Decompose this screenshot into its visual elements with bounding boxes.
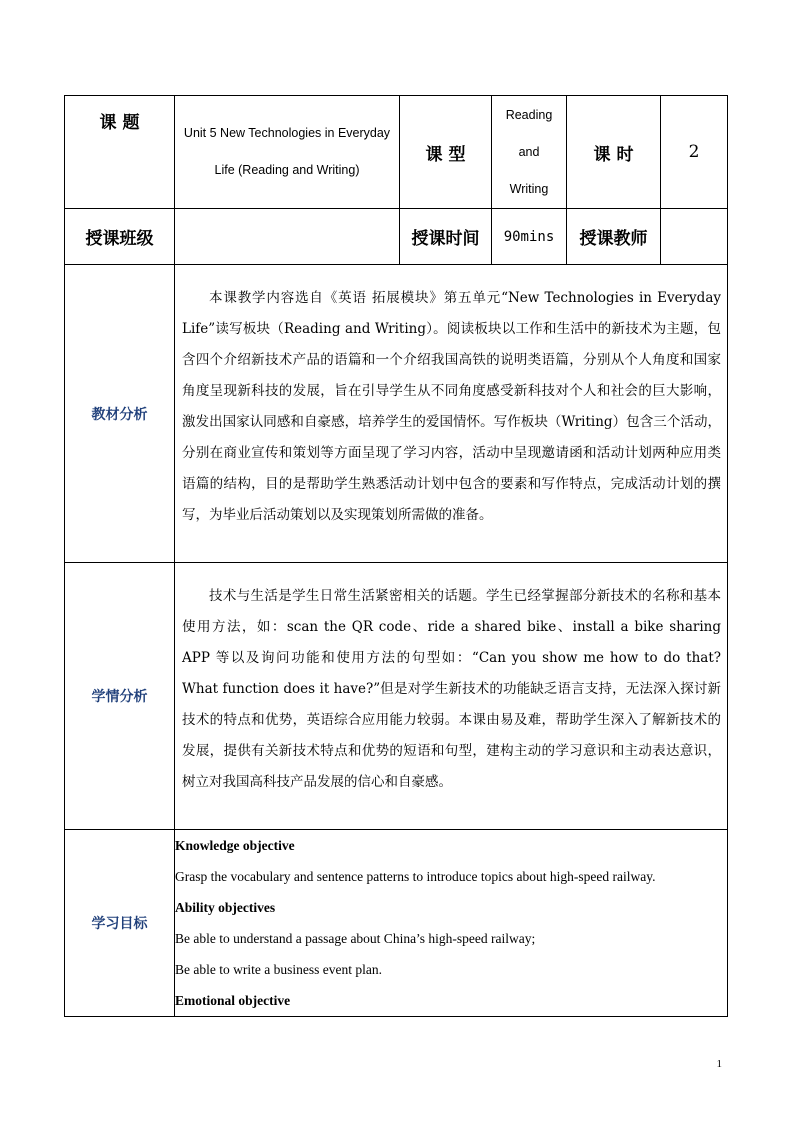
material-analysis-text: 本课教学内容选自《英语 拓展模块》第五单元“New Technologies in Everyday Life”读写板块（Reading and Writing）。阅读板块以工作和生活中的新技术为主题，包含四个介绍新技术产品的语篇和一个介绍我国高铁的说明类语篇，分别从个人角度和国家角度呈现新科技的发展，旨在引导学生从不同角度感受新科技对个人和社会的巨大影响，激发出国家认同感和自豪感，培养学生的爱国情怀。写作板块（Writing）包含三个活动，分别在商业宣传和策划等方面呈现了学习内容，活动中呈现邀请函和活动计划两种应用类语篇的结构，目的是帮助学生熟悉活动计划中包含的要素和写作特点，完成活动计划的撰写，为毕业后活动策划以及实现策划所需做的准备。 xyxy=(182,290,721,523)
header-row-1 xyxy=(65,96,728,209)
material-analysis-cell xyxy=(175,265,728,563)
hours-value: 2 xyxy=(661,96,728,209)
teacher-label: 授课教师 xyxy=(567,209,661,265)
type-value-line1: Reading xyxy=(505,107,553,122)
header-row-2 xyxy=(65,209,728,265)
class-label: 授课班级 xyxy=(65,209,175,265)
type-value-line3: Writing xyxy=(509,181,549,196)
title-value-line1: Unit 5 New Technologies in Everyday xyxy=(183,126,391,140)
learner-analysis-cell xyxy=(175,563,728,830)
knowledge-objective-heading: Knowledge objective xyxy=(175,838,295,853)
learner-analysis-label: 学情分析 xyxy=(65,563,175,830)
title-value-line2: Life (Reading and Writing) xyxy=(214,163,360,177)
knowledge-objective-item: Grasp the vocabulary and sentence patterns to introduce topics about high-speed railway. xyxy=(175,869,656,884)
objectives-cell xyxy=(175,830,728,1017)
ability-objectives-heading: Ability objectives xyxy=(175,900,276,915)
ability-objective-item-1: Be able to understand a passage about China’s high-speed railway; xyxy=(175,931,536,946)
emotional-objective-heading: Emotional objective xyxy=(175,993,291,1008)
title-value xyxy=(175,96,400,209)
lesson-plan-table xyxy=(64,95,728,1017)
type-value-line2: and xyxy=(518,144,540,159)
ability-objective-item-2: Be able to write a business event plan. xyxy=(175,962,382,977)
material-analysis-row xyxy=(65,265,728,563)
learner-analysis-text: 技术与生活是学生日常生活紧密相关的话题。学生已经掌握部分新技术的名称和基本使用方法，如：scan the QR code、ride a shared bike、install a bike sharing APP 等以及询问功能和使用方法的句型如：“Can you show me how to do that? What function does it have?”但是对学生新技术的功能缺乏语言支持，无法深入探讨新技术的特点和优势，英语综合应用能力较弱。本课由易及难，帮助学生深入了解新技术的发展，提供有关新技术特点和优势的短语和句型，建构主动的学习意识和主动表达意识，树立对我国高科技产品发展的信心和自豪感。 xyxy=(182,588,721,790)
learner-analysis-row xyxy=(65,563,728,830)
time-value: 90mins xyxy=(492,209,567,265)
class-value xyxy=(175,209,400,265)
type-value xyxy=(492,96,567,209)
teacher-value xyxy=(661,209,728,265)
page-number: 1 xyxy=(716,1058,722,1070)
title-label: 课 题 xyxy=(65,96,175,209)
type-label: 课 型 xyxy=(400,96,492,209)
objectives-label: 学习目标 xyxy=(65,830,175,1017)
material-analysis-label: 教材分析 xyxy=(65,265,175,563)
time-label: 授课时间 xyxy=(400,209,492,265)
objectives-row xyxy=(65,830,728,1017)
hours-label: 课 时 xyxy=(567,96,661,209)
